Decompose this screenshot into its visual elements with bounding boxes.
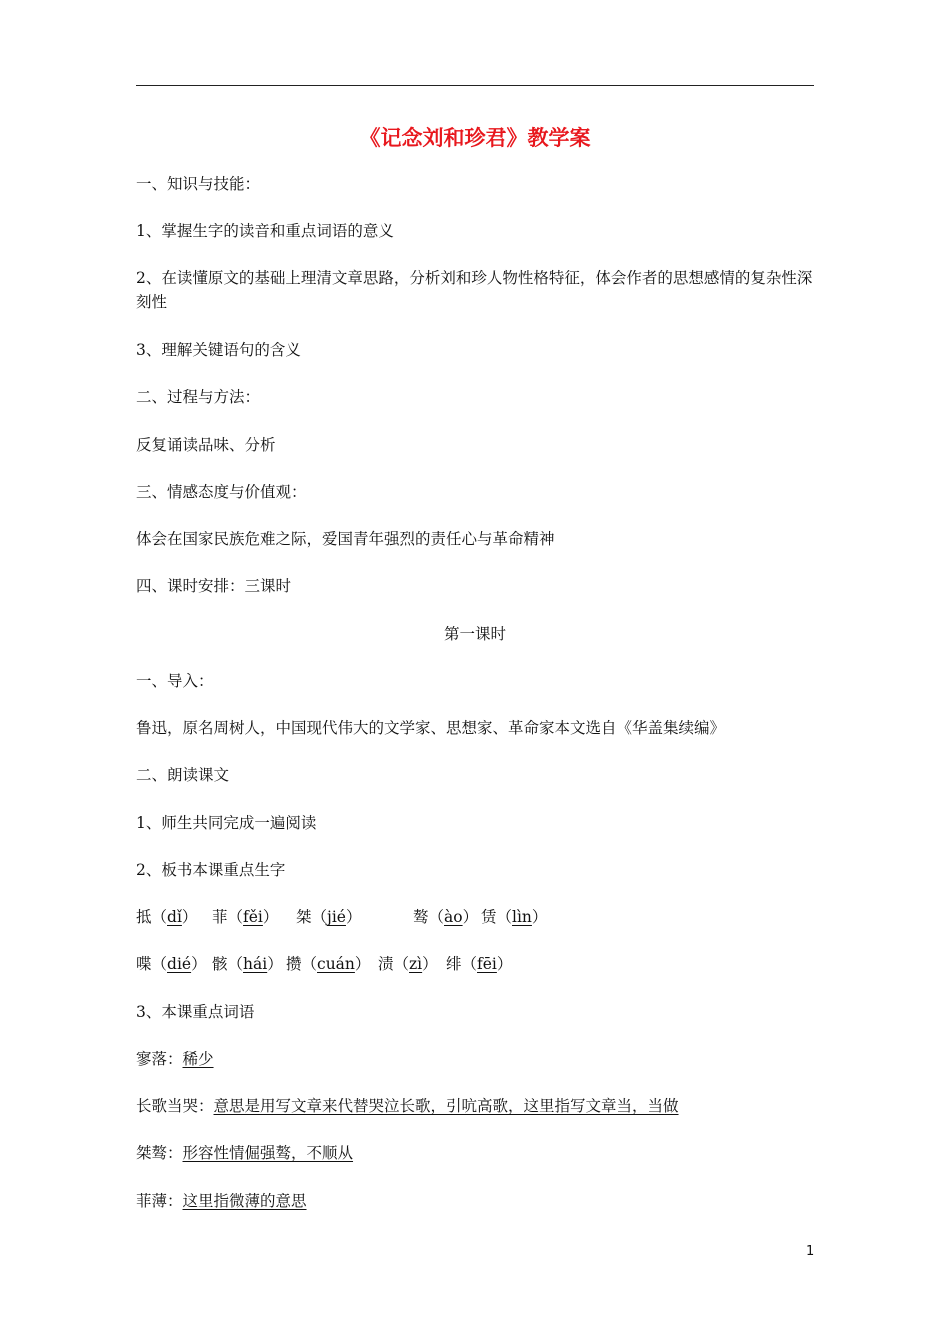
char-item: 桀（jié） bbox=[296, 908, 362, 926]
term-definition bbox=[136, 1094, 816, 1118]
section-heading-4: 四、课时安排：三课时 bbox=[136, 577, 292, 595]
char-item: 菲（fěi） bbox=[212, 908, 279, 926]
char-item: 赁（lìn） bbox=[481, 908, 548, 926]
char-item: 绯（fēi） bbox=[446, 955, 513, 973]
section-heading-2: 二、过程与方法： bbox=[136, 388, 261, 406]
header-rule bbox=[136, 85, 814, 86]
section-heading-3: 三、情感态度与价值观： bbox=[136, 483, 307, 501]
char-item: 喋（dié） bbox=[136, 955, 207, 973]
char-item: 攒（cuán） bbox=[286, 955, 371, 973]
lesson-heading: 第一课时 bbox=[443, 625, 506, 643]
paragraph: 鲁迅，原名周树人，中国现代伟大的文学家、思想家、革命家本文选自《华盖集续编》 bbox=[136, 719, 726, 737]
term-meaning: 意思是用写文章来代替哭泣长歌，引吭高歌，这里指写文章当，当做 bbox=[213, 1097, 679, 1115]
term-definition bbox=[136, 1141, 816, 1165]
char-item: 骜（ào） bbox=[413, 908, 479, 926]
term-definition bbox=[136, 1047, 816, 1071]
section-heading: 二、朗读课文 bbox=[136, 766, 230, 784]
term-meaning: 这里指微薄的意思 bbox=[182, 1192, 307, 1210]
term-meaning: 稀少 bbox=[182, 1050, 214, 1068]
paragraph: 1、师生共同完成一遍阅读 bbox=[136, 814, 317, 832]
paragraph: 2、在读懂原文的基础上理清文章思路，分析刘和珍人物性格特征，体会作者的思想感情的复杂性深刻性 bbox=[136, 269, 813, 311]
section-heading-1: 一、知识与技能： bbox=[136, 175, 261, 193]
char-item: 骸（hái） bbox=[212, 955, 283, 973]
term-definition bbox=[136, 1189, 816, 1213]
char-item: 抵（dǐ） bbox=[136, 908, 198, 926]
section-heading: 一、导入： bbox=[136, 672, 214, 690]
term: 桀骜： bbox=[136, 1144, 183, 1162]
paragraph: 反复诵读品味、分析 bbox=[136, 436, 276, 454]
paragraph: 2、板书本课重点生字 bbox=[136, 861, 286, 879]
term-meaning: 形容性情倔强骜，不顺从 bbox=[182, 1144, 354, 1162]
paragraph: 1、掌握生字的读音和重点词语的意义 bbox=[136, 222, 394, 240]
page-number: 1 bbox=[806, 1244, 815, 1259]
paragraph: 3、理解关键语句的含义 bbox=[136, 341, 301, 359]
term: 菲薄： bbox=[136, 1192, 183, 1210]
document-title: 《记念刘和珍君》教学案 bbox=[359, 126, 591, 150]
term: 长歌当哭： bbox=[136, 1097, 214, 1115]
char-item: 渍（zì） bbox=[378, 955, 438, 973]
paragraph: 体会在国家民族危难之际，爱国青年强烈的责任心与革命精神 bbox=[136, 530, 555, 548]
term: 寥落： bbox=[136, 1050, 183, 1068]
section-heading: 3、本课重点词语 bbox=[136, 1003, 255, 1021]
